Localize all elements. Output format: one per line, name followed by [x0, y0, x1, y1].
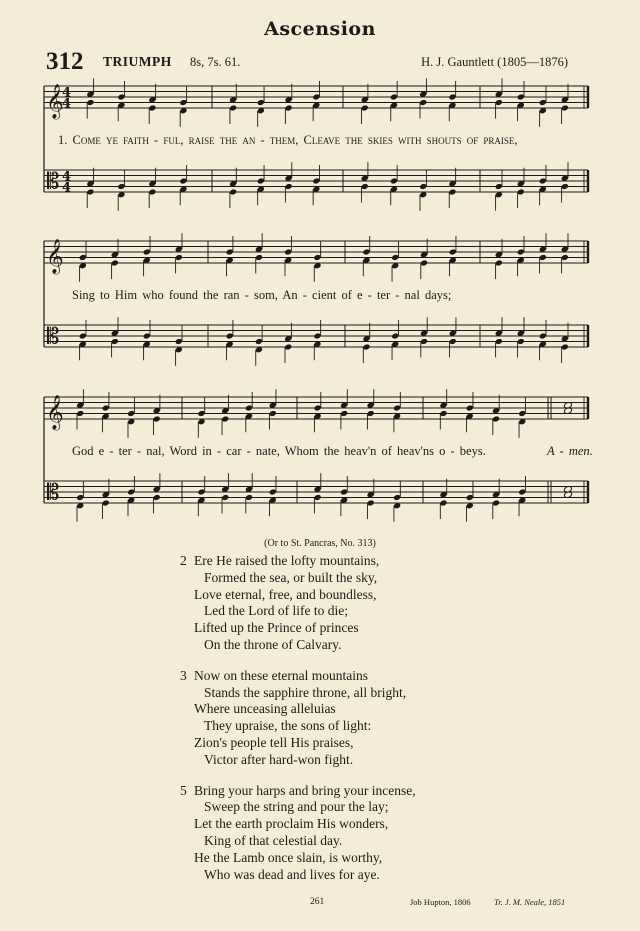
- lyric-amen: A - men.: [547, 444, 593, 458]
- alto-clef-icon: 𝄡: [47, 324, 60, 350]
- music-system-1: [40, 82, 600, 210]
- verse-5: [180, 783, 510, 884]
- verses-block: [180, 553, 510, 897]
- music-system-2: [40, 237, 600, 365]
- verse-line: Where unceasing alleluias: [194, 701, 336, 717]
- lyric-line-2: Sing to Him who found the ran - som, An - cient of e - ter - nal days;: [72, 288, 452, 302]
- verse-line: He the Lamb once slain, is worthy,: [194, 849, 383, 865]
- verse-line: Ere He raised the lofty mountains,: [194, 553, 380, 568]
- verse-line: Now on these eternal mountains: [194, 667, 368, 683]
- verse-2: [180, 553, 510, 654]
- composer: H. J. Gauntlett (1805—1876): [421, 55, 568, 69]
- lyric-line-3: God e - ter - nal, Word in - car - nate, Whom the heav'n of heav'ns o - beys.: [72, 444, 486, 458]
- verse-line: Bring your harps and bring your incense,: [194, 782, 416, 798]
- verse-line: Victor after hard-won fight.: [204, 751, 354, 767]
- verse-line: Sweep the string and pour the lay;: [204, 799, 389, 815]
- time-signature-bottom: 4: [62, 96, 72, 112]
- verse-line: Stands the sapphire throne, all bright,: [204, 684, 407, 700]
- hymn-number: 312: [46, 48, 84, 75]
- alto-clef-icon: 𝄡: [47, 480, 60, 506]
- verse-line: Led the Lord of life to die;: [204, 603, 348, 619]
- verse-number: 5: [180, 782, 187, 798]
- music-system-3: [40, 393, 600, 521]
- alternative-tune-note: (Or to St. Pancras, No. 313): [264, 538, 376, 549]
- verse-line: They upraise, the sons of light:: [204, 718, 372, 734]
- translator-credit: [494, 897, 565, 907]
- meter: 8s, 7s. 61.: [190, 55, 241, 69]
- page-number: 261: [310, 897, 325, 907]
- verse-line: Love eternal, free, and boundless,: [194, 586, 377, 602]
- lyric-line-1: 1. Come ye faith - ful, raise the an - them, Cleave the skies with shouts of praise,: [58, 133, 518, 147]
- verse-number: 2: [180, 553, 187, 568]
- verse-line: Formed the sea, or built the sky,: [204, 569, 378, 585]
- page-title: Ascension: [264, 18, 376, 40]
- treble-clef-icon: 𝄞: [46, 239, 64, 274]
- verse-number: 3: [180, 667, 187, 683]
- verse-line: Lifted up the Prince of princes: [194, 620, 359, 636]
- author-credit: Job Hupton, 1806: [410, 897, 471, 907]
- verse-3: [180, 668, 510, 769]
- verse-line: Zion's people tell His praises,: [194, 734, 354, 750]
- verse-line: On the throne of Calvary.: [204, 636, 342, 652]
- tune-name: TRIUMPH: [103, 54, 172, 69]
- alto-clef-icon: 𝄡: [47, 169, 60, 195]
- time-signature-top: 4: [62, 169, 72, 185]
- treble-clef-icon: 𝄞: [46, 84, 64, 119]
- verse-line: Who was dead and lives for aye.: [204, 866, 380, 882]
- verse-line: Let the earth proclaim His wonders,: [194, 816, 389, 832]
- verse-line: King of that celestial day.: [204, 832, 343, 848]
- time-signature-bottom: 4: [62, 180, 72, 196]
- time-signature-top: 4: [62, 85, 72, 101]
- treble-clef-icon: 𝄞: [46, 395, 64, 430]
- translator-credit-text: Tr. J. M. Neale, 1851: [494, 897, 566, 907]
